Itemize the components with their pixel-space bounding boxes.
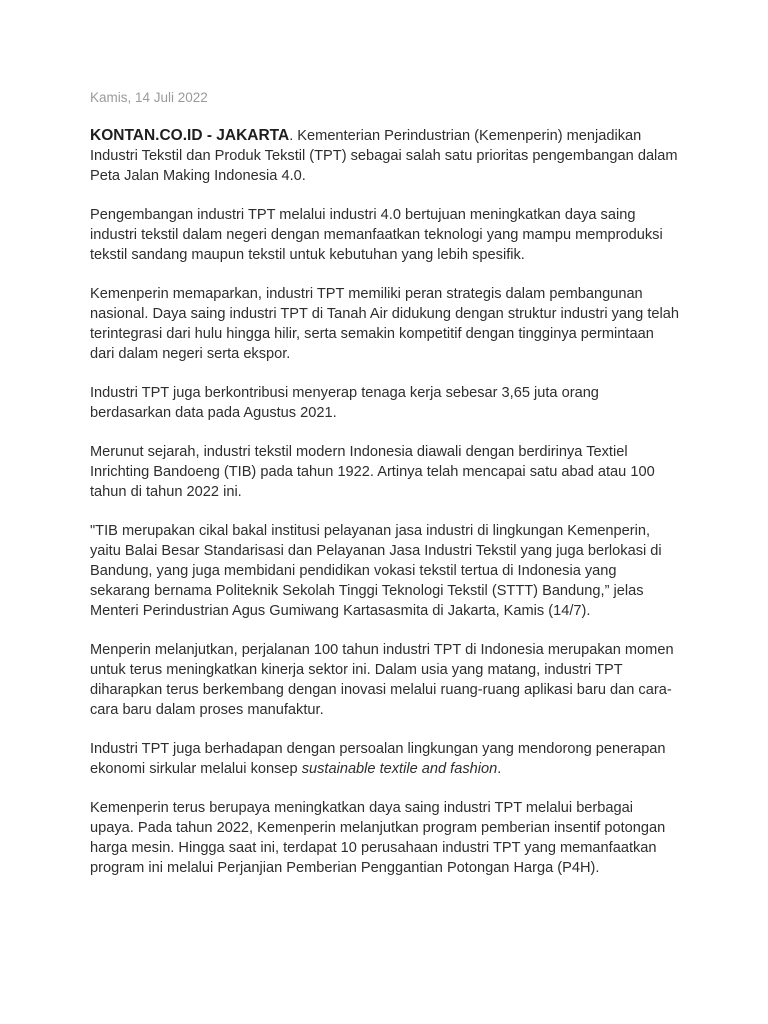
italic-phrase: sustainable textile and fashion	[301, 761, 498, 777]
article-date: Kamis, 14 Juli 2022	[90, 90, 208, 105]
article-body	[90, 88, 680, 897]
paragraph-9: Kemenperin terus berupaya meningkatkan daya saing industri TPT melalui berbagai upaya. Pada tahun 2022, Kemenperin melanjutkan program pemberian insentif potongan harga mesin. Hingga saat ini, terdapat 10 perusahaan industri TPT yang memanfaatkan program ini melalui Perjanjian Pemberian Penggantian Potongan Harga (P4H).	[90, 800, 666, 876]
lead-paragraph	[90, 126, 680, 186]
paragraph-7: Menperin melanjutkan, perjalanan 100 tahun industri TPT di Indonesia merupakan momen untuk terus meningkatkan kinerja sektor ini. Dalam usia yang matang, industri TPT diharapkan terus berkembang dengan inovasi melalui ruang-ruang aplikasi baru dan cara-cara baru dalam proses manufaktur.	[90, 642, 674, 718]
paragraph-5: Merunut sejarah, industri tekstil modern Indonesia diawali dengan berdirinya Textiel Inrichting Bandoeng (TIB) pada tahun 1922. Artinya telah mencapai satu abad atau 100 tahun di tahun 2022 ini.	[90, 444, 655, 500]
paragraph-2: Pengembangan industri TPT melalui industri 4.0 bertujuan meningkatkan daya saing industri tekstil dalam negeri dengan memanfaatkan teknologi yang mampu memproduksi tekstil sandang maupun tekstil untuk kebutuhan yang lebih spesifik.	[90, 207, 663, 263]
paragraph-8-text: Industri TPT juga berhadapan dengan persoalan lingkungan yang mendorong penerapan ekonomi sirkular melalui konsep	[90, 741, 666, 777]
paragraph-8	[90, 739, 680, 779]
dateline: KONTAN.CO.ID - JAKARTA	[90, 127, 290, 144]
paragraph-6-quote: "TIB merupakan cikal bakal institusi pelayanan jasa industri di lingkungan Kemenperin, yaitu Balai Besar Standarisasi dan Pelayanan Jasa Industri Tekstil yang juga berlokasi di Bandung, yang juga membidani pendidikan vokasi tekstil tertua di Indonesia yang sekarang bernama Politeknik Sekolah Tinggi Teknologi Tekstil (STTT) Bandung,” jelas Menteri Perindustrian Agus Gumiwang Kartasasmita di Jakarta, Kamis (14/7).	[90, 523, 662, 619]
paragraph-8-end: .	[497, 761, 502, 777]
lead-paragraph-text: . Kementerian Perindustrian (Kemenperin) menjadikan Industri Tekstil dan Produk Tekstil (TPT) sebagai salah satu prioritas pengembangan dalam Peta Jalan Making Indonesia 4.0.	[90, 128, 678, 184]
paragraph-4: Industri TPT juga berkontribusi menyerap tenaga kerja sebesar 3,65 juta orang berdasarkan data pada Agustus 2021.	[90, 385, 599, 421]
paragraph-3: Kemenperin memaparkan, industri TPT memiliki peran strategis dalam pembangunan nasional. Daya saing industri TPT di Tanah Air didukung dengan struktur industri yang telah terintegrasi dari hulu hingga hilir, serta semakin kompetitif dengan tingginya permintaan dari dalam negeri serta ekspor.	[90, 286, 679, 362]
